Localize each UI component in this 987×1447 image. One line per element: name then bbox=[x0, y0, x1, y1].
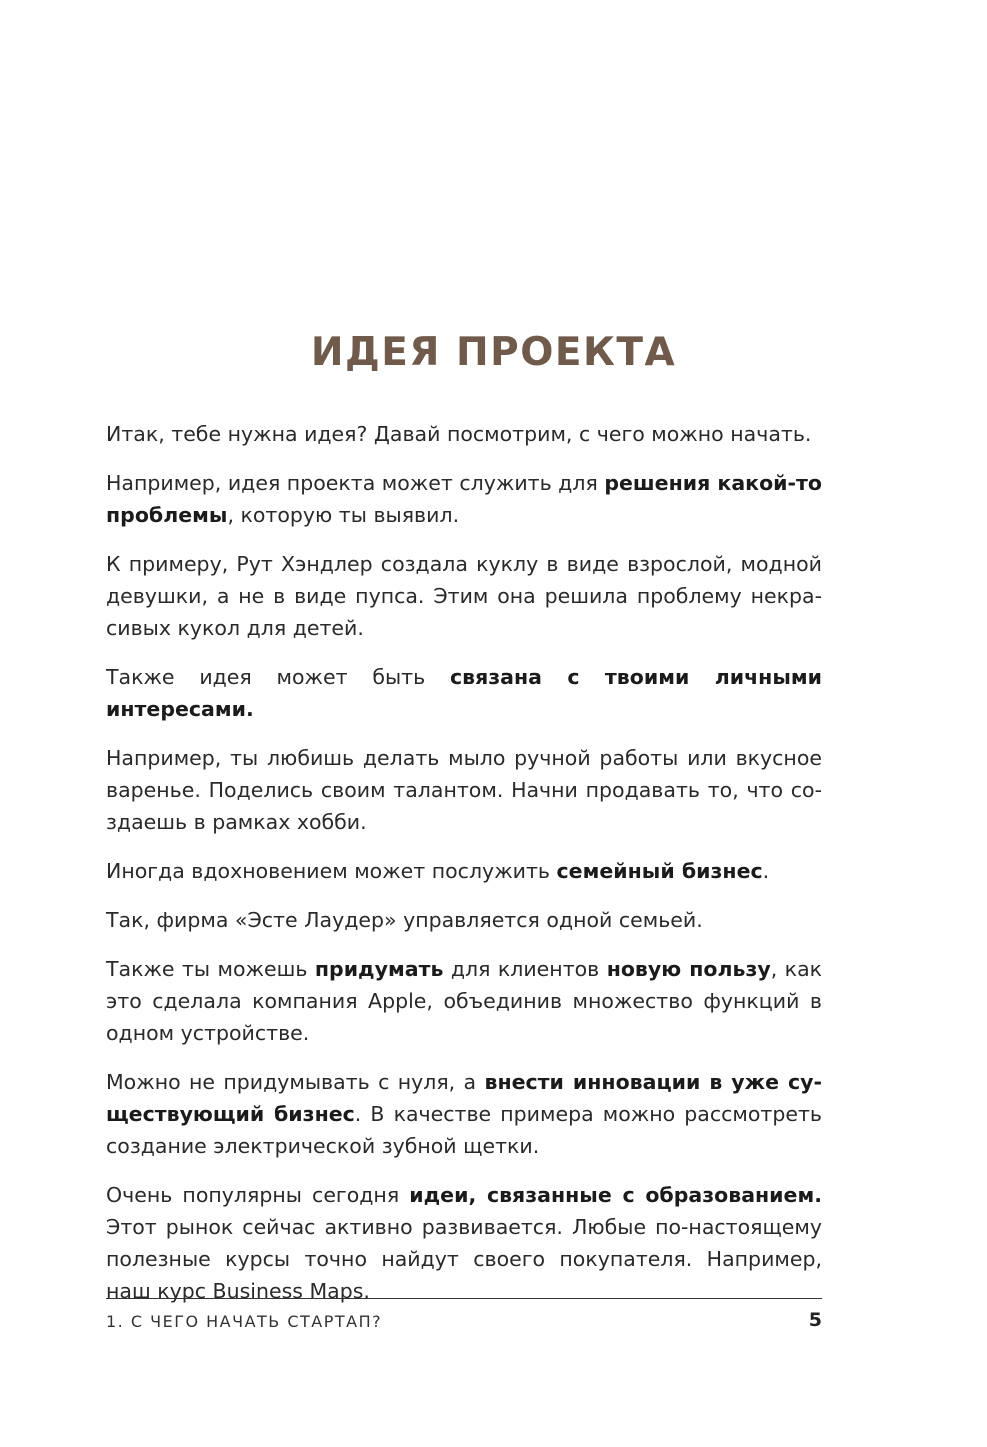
paragraph bbox=[106, 418, 822, 450]
page-title: ИДЕЯ ПРОЕКТА bbox=[310, 330, 677, 375]
text-run: . bbox=[762, 859, 770, 883]
text-run: . В качестве примера можно рассмотреть создание электрической зубной щетки. bbox=[106, 1102, 823, 1158]
paragraph bbox=[106, 548, 822, 644]
bold-phrase: решения какой-то проблемы bbox=[106, 471, 822, 527]
text-run: Также ты можешь bbox=[106, 957, 315, 981]
text-run: , которую ты выявил. bbox=[227, 503, 460, 527]
bold-phrase: идеи, связанные с образованием. bbox=[409, 1183, 822, 1207]
text-run: Очень популярны сегодня bbox=[106, 1183, 410, 1207]
text-run: К примеру, Рут Хэндлер создала куклу в виде взрослой, модной девушки, а не в виде пупса. Этим она решила проблему некрасивых кукол для детей. bbox=[106, 552, 822, 640]
bold-phrase: новую пользу bbox=[606, 957, 771, 981]
paragraph bbox=[106, 904, 822, 936]
text-run: Этот рынок сейчас активно развивается. Любые по-настоящему полезные курсы точно найдут своего покупателя. Например, наш курс Business Maps. bbox=[106, 1215, 822, 1303]
footer-divider bbox=[106, 1298, 822, 1299]
text-run: , как это сделала компания Apple, объединив множество функций в одном устройстве. bbox=[106, 957, 823, 1045]
page-number: 5 bbox=[808, 1309, 822, 1331]
bold-phrase: связана с твоими личными интересами. bbox=[106, 665, 822, 721]
bold-phrase: внести инновации в уже существующий бизнес bbox=[106, 1070, 822, 1126]
text-run: Также идея может быть bbox=[106, 665, 450, 689]
paragraph bbox=[106, 1179, 822, 1307]
paragraph bbox=[106, 661, 822, 725]
text-run: Так, фирма «Эсте Лаудер» управляется одной семьей. bbox=[106, 908, 703, 932]
paragraph bbox=[106, 953, 822, 1049]
text-run: Например, идея проекта может служить для bbox=[106, 471, 605, 495]
text-run: для клиентов bbox=[443, 957, 607, 981]
body-text bbox=[106, 418, 822, 1324]
bold-phrase: семейный бизнес bbox=[556, 859, 763, 883]
text-run: Иногда вдохновением может послужить bbox=[106, 859, 557, 883]
text-run: Например, ты любишь делать мыло ручной работы или вкусное варенье. Поделись своим талантом. Начни продавать то, что создаешь в рамках хобби. bbox=[106, 746, 822, 834]
text-run: Можно не придумывать с нуля, а bbox=[106, 1070, 485, 1094]
chapter-label: 1. С ЧЕГО НАЧАТЬ СТАРТАП? bbox=[106, 1312, 383, 1331]
paragraph bbox=[106, 742, 822, 838]
text-run: Итак, тебе нужна идея? Давай посмотрим, с чего можно начать. bbox=[106, 422, 812, 446]
paragraph bbox=[106, 1066, 822, 1162]
bold-phrase: придумать bbox=[314, 957, 444, 981]
paragraph bbox=[106, 467, 822, 531]
paragraph bbox=[106, 855, 822, 887]
